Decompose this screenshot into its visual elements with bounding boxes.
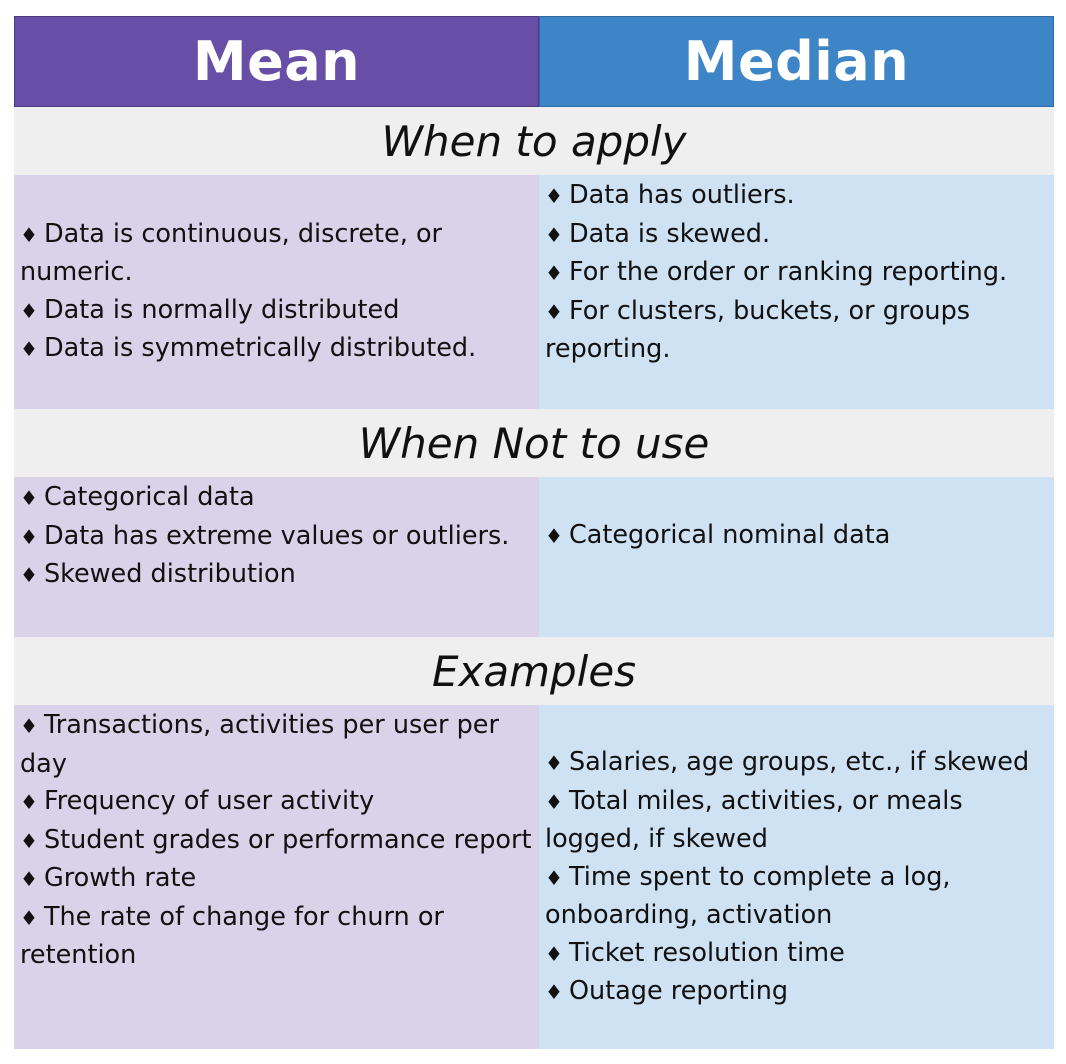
diamond-bullet-icon: ♦ bbox=[20, 905, 38, 930]
list-item: ♦ Data is normally distributed bbox=[20, 294, 400, 325]
list-item: ♦ For the order or ranking reporting. bbox=[545, 257, 1008, 287]
diamond-bullet-icon: ♦ bbox=[20, 790, 38, 814]
median-when-to-apply-cell bbox=[539, 175, 1054, 409]
section-title-when-not-to-use: When Not to use bbox=[14, 409, 1054, 477]
list-item: ♦ Data is symmetrically distributed. bbox=[20, 333, 477, 363]
diamond-bullet-icon: ♦ bbox=[20, 222, 38, 247]
diamond-bullet-icon: ♦ bbox=[20, 337, 38, 361]
diamond-bullet-icon: ♦ bbox=[545, 299, 563, 324]
mean-examples-cell bbox=[14, 705, 539, 1049]
list-item: ♦ Frequency of user activity bbox=[20, 786, 375, 816]
diamond-bullet-icon: ♦ bbox=[545, 941, 563, 966]
diamond-bullet-icon: ♦ bbox=[545, 524, 563, 548]
mean-header: Mean bbox=[14, 16, 539, 107]
diamond-bullet-icon: ♦ bbox=[545, 751, 563, 775]
examples-row bbox=[14, 705, 1054, 1049]
median-examples-cell bbox=[539, 705, 1054, 1049]
list-item: ♦ For clusters, buckets, or groups reporting. bbox=[545, 295, 971, 364]
list-item: ♦ Time spent to complete a log, onboarding, activation bbox=[545, 861, 951, 930]
section-title-examples: Examples bbox=[14, 637, 1054, 705]
list-item: ♦ The rate of change for churn or retention bbox=[20, 901, 444, 970]
when-to-apply-row bbox=[14, 175, 1054, 409]
list-item: ♦ Outage reporting bbox=[545, 976, 789, 1006]
diamond-bullet-icon: ♦ bbox=[545, 222, 563, 247]
list-item: ♦ Skewed distribution bbox=[20, 559, 296, 589]
list-item: ♦ Student grades or performance report bbox=[20, 824, 532, 855]
comparison-table bbox=[14, 16, 1054, 1049]
diamond-bullet-icon: ♦ bbox=[545, 789, 563, 814]
list-item: ♦ Transactions, activities per user per day bbox=[20, 710, 499, 779]
list-item: ♦ Salaries, age groups, etc., if skewed bbox=[545, 747, 1030, 777]
diamond-bullet-icon: ♦ bbox=[20, 828, 38, 853]
diamond-bullet-icon: ♦ bbox=[545, 184, 563, 208]
diamond-bullet-icon: ♦ bbox=[20, 524, 38, 549]
median-when-not-to-use-cell bbox=[539, 477, 1054, 637]
when-not-to-use-row bbox=[14, 477, 1054, 637]
list-item: ♦ Growth rate bbox=[20, 863, 197, 893]
list-item: ♦ Categorical nominal data bbox=[545, 520, 891, 550]
median-header: Median bbox=[539, 16, 1054, 107]
diamond-bullet-icon: ♦ bbox=[545, 980, 563, 1004]
diamond-bullet-icon: ♦ bbox=[20, 563, 38, 587]
list-item: ♦ Data has outliers. bbox=[545, 180, 795, 210]
list-item: ♦ Total miles, activities, or meals logged, if skewed bbox=[545, 785, 963, 854]
diamond-bullet-icon: ♦ bbox=[20, 486, 38, 510]
list-item: ♦ Categorical data bbox=[20, 482, 255, 512]
mean-when-not-to-use-cell bbox=[14, 477, 539, 637]
diamond-bullet-icon: ♦ bbox=[20, 714, 38, 738]
diamond-bullet-icon: ♦ bbox=[20, 298, 38, 323]
mean-when-to-apply-cell bbox=[14, 175, 539, 409]
list-item: ♦ Data is continuous, discrete, or numeric. bbox=[20, 218, 443, 287]
section-title-when-to-apply: When to apply bbox=[14, 107, 1054, 175]
list-item: ♦ Ticket resolution time bbox=[545, 937, 845, 968]
diamond-bullet-icon: ♦ bbox=[20, 867, 38, 891]
diamond-bullet-icon: ♦ bbox=[545, 865, 563, 890]
header-row bbox=[14, 16, 1054, 107]
diamond-bullet-icon: ♦ bbox=[545, 261, 563, 285]
list-item: ♦ Data is skewed. bbox=[545, 218, 771, 249]
list-item: ♦ Data has extreme values or outliers. bbox=[20, 520, 510, 551]
